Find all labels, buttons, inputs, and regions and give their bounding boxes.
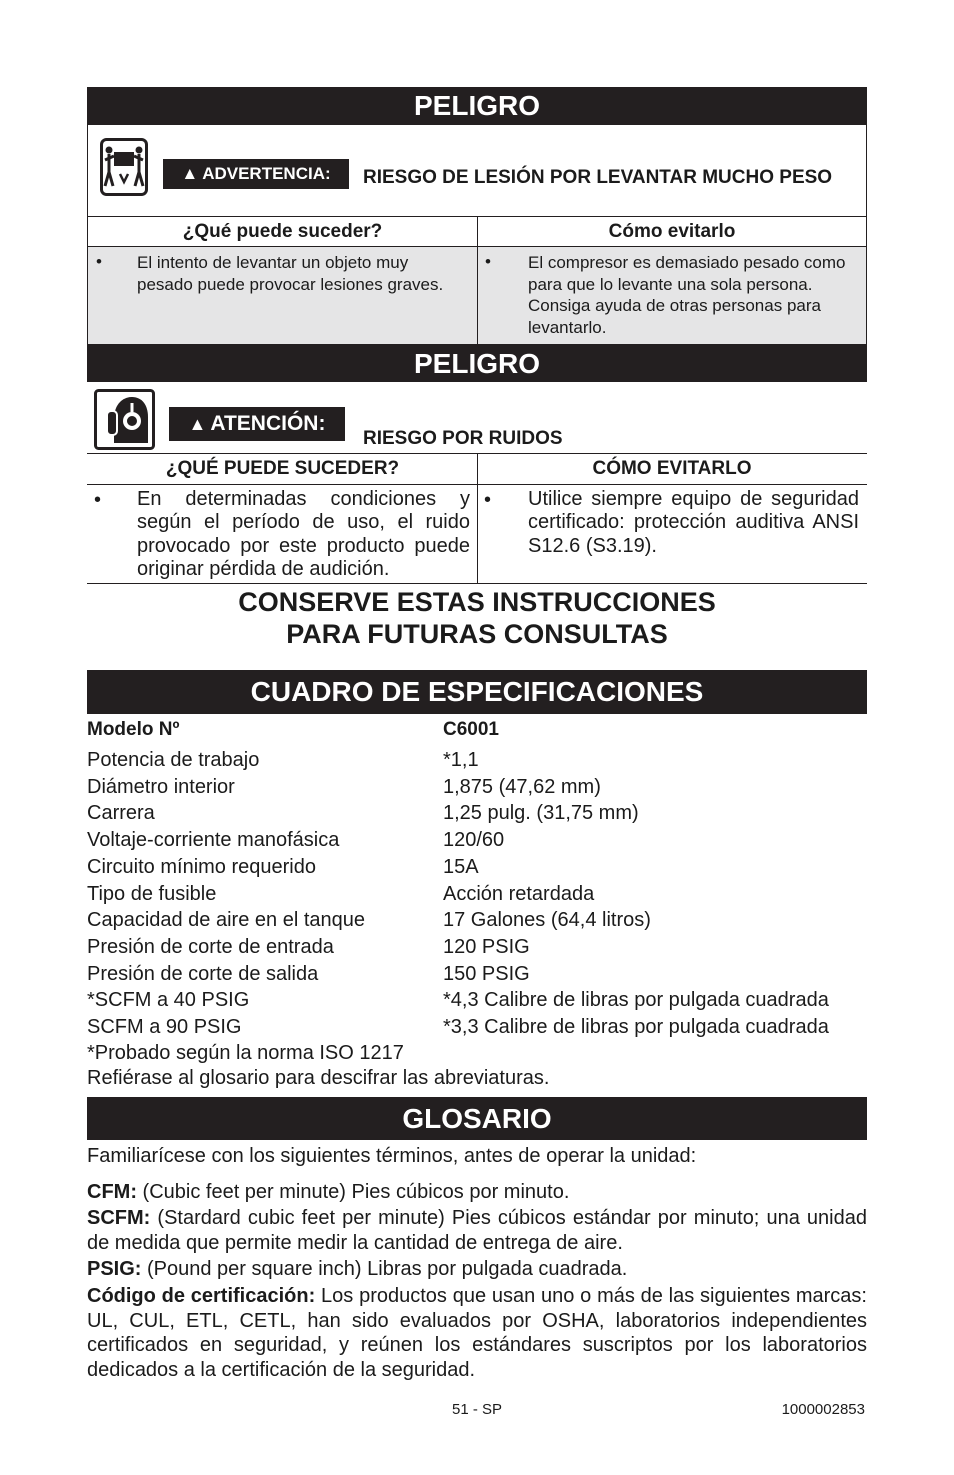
warning-badge-label: ADVERTENCIA:: [202, 164, 331, 183]
spec-row: [87, 856, 847, 883]
spec-value: 120 PSIG: [443, 935, 530, 958]
spec-row: [87, 1016, 847, 1043]
specs-banner: CUADRO DE ESPECIFICACIONES: [87, 670, 867, 714]
bullet: •: [96, 252, 102, 271]
spec-model-label: Modelo Nº: [87, 719, 180, 740]
what-text-lifting: El intento de levantar un objeto muy pesado puede provocar lesiones graves.: [137, 253, 444, 294]
spec-value: 15A: [443, 855, 479, 878]
what-text-noise: En determinadas condiciones y según el período de uso, el ruido provocado por este producto puede originar pérdida de audición.: [137, 488, 470, 580]
spec-model-value: C6001: [443, 719, 499, 740]
bullet: •: [94, 489, 102, 511]
glossary-entry-scfm: [87, 1206, 867, 1255]
spec-value: *4,3 Calibre de libras por pulgada cuadrada: [443, 989, 829, 1012]
spec-value: 1,875 (47,62 mm): [443, 775, 601, 798]
glossary-entry-psig: [87, 1257, 867, 1282]
warning-triangle-icon: ▲: [188, 413, 207, 434]
glossary-term: SCFM:: [87, 1207, 151, 1229]
spec-label: Circuito mínimo requerido: [87, 855, 316, 878]
spec-row: [87, 829, 847, 856]
glossary-definition: Los productos que usan uno o más de las siguientes marcas: UL, CUL, ETL, CETL, han sido evaluados por OSHA, laboratorios independientes certificados en seguridad, y reúnen los estándares suscriptos por los laboratorios dedicados a la certificación de la seguridad.: [87, 1285, 867, 1381]
glossary-definition: (Stardard cubic feet per minute) Pies cúbicos estándar por minuto; una unidad de medida que permite medir la cantidad de entrega de aire.: [87, 1207, 867, 1254]
lifting-hazard-icon: [100, 138, 148, 196]
spec-row: [87, 936, 847, 963]
glossary-entry-certification: [87, 1284, 867, 1382]
spec-row: [87, 749, 847, 776]
spec-row: [87, 776, 847, 803]
spec-label: Voltaje-corriente manofásica: [87, 829, 340, 852]
glossary-term: PSIG:: [87, 1258, 142, 1280]
spec-value: *1,1: [443, 749, 479, 771]
glossary-definition: (Pound per square inch) Libras por pulgada cuadrada.: [141, 1258, 628, 1280]
spec-label: Presión de corte de entrada: [87, 935, 334, 958]
column-header-how: Cómo evitarlo: [608, 221, 736, 242]
spec-label: SCFM a 90 PSIG: [87, 1016, 242, 1038]
glossary-banner: GLOSARIO: [87, 1097, 867, 1140]
spec-row: [87, 883, 847, 910]
spec-value: 120/60: [443, 829, 505, 852]
danger-banner-2: PELIGRO: [87, 345, 867, 382]
spec-row: [87, 909, 847, 936]
glossary-definition: (Cubic feet per minute) Pies cúbicos por minuto.: [136, 1181, 570, 1203]
conserve-line-2: PARA FUTURAS CONSULTAS: [286, 619, 668, 649]
spec-label: Diámetro interior: [87, 775, 235, 798]
risk-title-noise: RIESGO POR RUIDOS: [363, 428, 563, 449]
spec-label: Presión de corte de salida: [87, 962, 319, 985]
glossary-intro: Familiarícese con los siguientes términos, antes de operar la unidad:: [87, 1145, 697, 1167]
glossary-term: Código de certificación:: [87, 1285, 316, 1307]
spec-value: 17 Galones (64,4 litros): [443, 909, 651, 932]
risk-title-lifting: RIESGO DE LESIÓN POR LEVANTAR MUCHO PESO: [363, 167, 833, 188]
how-text-lifting: El compresor es demasiado pesado como para que lo levante una sola persona. Consiga ayuda de otras personas para levantarlo.: [528, 253, 846, 337]
spec-row: [87, 989, 847, 1016]
spec-row: [87, 802, 847, 829]
spec-label: Potencia de trabajo: [87, 749, 260, 771]
column-header-what: ¿QUÉ PUEDE SUCEDER?: [165, 458, 400, 479]
spec-value: Acción retardada: [443, 882, 595, 905]
document-number: 1000002853: [781, 1401, 865, 1418]
conserve-line-1: CONSERVE ESTAS INSTRUCCIONES: [238, 587, 716, 617]
spec-value: *3,3 Calibre de libras por pulgada cuadrada: [443, 1016, 829, 1038]
glossary-entry-cfm: [87, 1180, 867, 1205]
how-text-noise: Utilice siempre equipo de seguridad certificado: protección auditiva ANSI S12.6 (S3.19).: [528, 488, 859, 557]
spec-value: 1,25 pulg. (31,75 mm): [443, 802, 639, 825]
warning-badge: [163, 159, 349, 189]
spec-footnote: *Probado según la norma ISO 1217: [87, 1042, 404, 1064]
column-header-what: ¿Qué puede suceder?: [182, 221, 383, 242]
spec-label: Capacidad de aire en el tanque: [87, 909, 365, 932]
spec-glossary-note: Refiérase al glosario para descifrar las abreviaturas.: [87, 1067, 550, 1089]
bullet: •: [485, 252, 491, 271]
spec-value: 150 PSIG: [443, 962, 530, 985]
page-number: 51 - SP: [451, 1401, 503, 1418]
conserve-heading: [87, 586, 867, 650]
table-divider: [87, 583, 867, 584]
caution-badge: [169, 407, 345, 441]
glossary-term: CFM:: [87, 1181, 137, 1203]
danger-banner-1: PELIGRO: [87, 87, 867, 124]
warning-triangle-icon: ▲: [181, 164, 199, 183]
hearing-protection-icon: [94, 389, 155, 450]
spec-label: Tipo de fusible: [87, 882, 217, 905]
caution-badge-label: ATENCIÓN:: [210, 412, 326, 435]
spec-label: *SCFM a 40 PSIG: [87, 989, 250, 1012]
spec-label: Carrera: [87, 802, 155, 825]
spec-row: [87, 963, 847, 990]
column-header-how: CÓMO EVITARLO: [592, 458, 752, 479]
bullet: •: [484, 489, 492, 511]
